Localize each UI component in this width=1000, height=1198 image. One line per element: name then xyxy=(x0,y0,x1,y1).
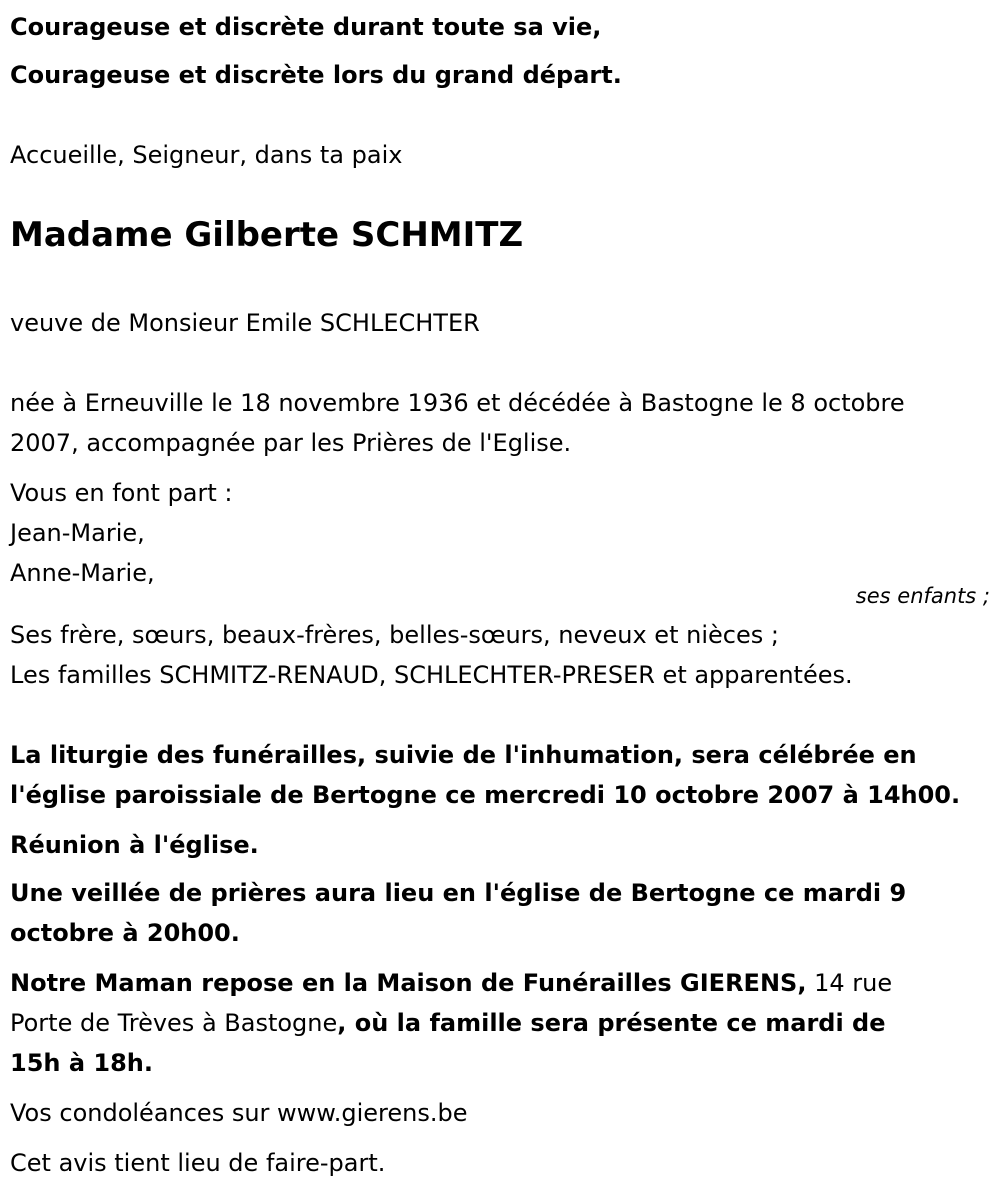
repose-line-1 xyxy=(10,968,892,998)
birth-death-line-1: née à Erneuville le 18 novembre 1936 et décédée à Bastogne le 8 octobre xyxy=(10,389,905,417)
child-name: Jean-Marie, xyxy=(10,519,145,547)
repose-bold: Notre Maman repose en la Maison de Funérailles GIERENS, xyxy=(10,969,807,997)
repose-line-2 xyxy=(10,1008,886,1038)
announcement-intro: Vous en font part : xyxy=(10,479,233,507)
notice-text: Cet avis tient lieu de faire-part. xyxy=(10,1149,386,1177)
children-label: ses enfants ; xyxy=(855,584,990,608)
liturgy-line-2: l'église paroissiale de Bertogne ce mercredi 10 octobre 2007 à 14h00. xyxy=(10,781,961,809)
repose-hours: 15h à 18h. xyxy=(10,1049,153,1077)
meeting-text: Réunion à l'église. xyxy=(10,831,259,859)
repose-family-presence: , où la famille sera présente ce mardi de xyxy=(337,1009,886,1037)
repose-address-start: 14 rue xyxy=(806,969,893,997)
motto-line-2: Courageuse et discrète lors du grand départ. xyxy=(10,61,622,89)
motto-line-1: Courageuse et discrète durant toute sa vie, xyxy=(10,13,602,41)
prayer-text: Accueille, Seigneur, dans ta paix xyxy=(10,141,403,169)
deceased-name: Madame Gilberte SCHMITZ xyxy=(10,215,524,255)
condolences-text: Vos condoléances sur www.gierens.be xyxy=(10,1099,468,1127)
vigil-line-1: Une veillée de prières aura lieu en l'église de Bertogne ce mardi 9 xyxy=(10,879,907,907)
child-name: Anne-Marie, xyxy=(10,559,155,587)
liturgy-line-1: La liturgie des funérailles, suivie de l'inhumation, sera célébrée en xyxy=(10,741,917,769)
siblings-text: Ses frère, sœurs, beaux-frères, belles-sœurs, neveux et nièces ; xyxy=(10,621,779,649)
widow-of-text: veuve de Monsieur Emile SCHLECHTER xyxy=(10,309,480,337)
families-text: Les familles SCHMITZ-RENAUD, SCHLECHTER-PRESER et apparentées. xyxy=(10,661,853,689)
birth-death-line-2: 2007, accompagnée par les Prières de l'Eglise. xyxy=(10,429,572,457)
vigil-line-2: octobre à 20h00. xyxy=(10,919,240,947)
repose-address-end: Porte de Trèves à Bastogne xyxy=(10,1009,338,1037)
